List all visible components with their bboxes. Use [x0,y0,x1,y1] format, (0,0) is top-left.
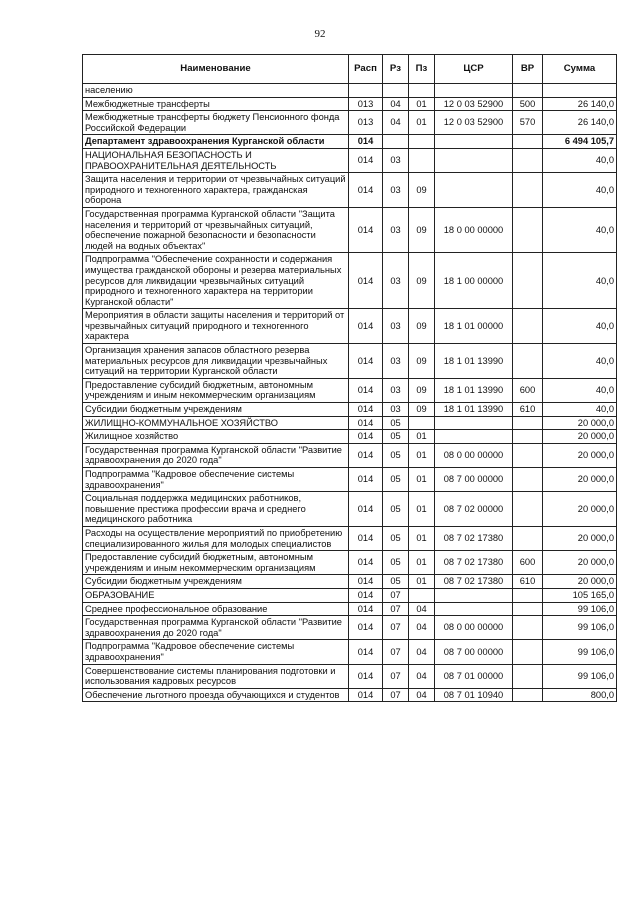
cell-rz: 03 [383,378,409,402]
table-row [83,344,617,379]
table-row [83,551,617,575]
cell-rasp: 014 [349,551,383,575]
cell-rasp: 013 [349,97,383,111]
cell-sum: 40,0 [543,378,617,402]
header-sum: Сумма [543,55,617,84]
cell-pz: 01 [409,443,435,467]
cell-sum: 105 165,0 [543,588,617,602]
cell-vr [513,602,543,616]
cell-rz: 03 [383,207,409,252]
cell-sum: 40,0 [543,253,617,309]
cell-vr [513,588,543,602]
cell-name: Подпрограмма "Кадровое обеспечение системы здравоохранения" [83,640,349,664]
cell-csr [435,148,513,172]
cell-pz [409,148,435,172]
table-row [83,253,617,309]
cell-name: Подпрограмма "Кадровое обеспечение системы здравоохранения" [83,468,349,492]
cell-vr: 610 [513,403,543,417]
cell-csr [435,84,513,98]
cell-name: Субсидии бюджетным учреждениям [83,575,349,589]
cell-name: Мероприятия в области защиты населения и территорий от чрезвычайных ситуаций природного и техногенного характера [83,309,349,344]
cell-pz [409,84,435,98]
cell-sum: 6 494 105,7 [543,135,617,149]
cell-vr: 600 [513,378,543,402]
cell-name: Расходы на осуществление мероприятий по приобретению специализированного жилья для молодых специалистов [83,526,349,550]
table-row [83,84,617,98]
cell-pz: 09 [409,344,435,379]
cell-sum: 40,0 [543,148,617,172]
cell-vr: 600 [513,551,543,575]
cell-name: населению [83,84,349,98]
cell-csr [435,588,513,602]
cell-pz: 04 [409,688,435,702]
table-row [83,416,617,430]
cell-rz: 03 [383,344,409,379]
cell-rz: 05 [383,430,409,444]
budget-table [82,54,617,702]
cell-sum: 20 000,0 [543,468,617,492]
cell-sum: 26 140,0 [543,97,617,111]
cell-name: Социальная поддержка медицинских работников, повышение престижа профессии врача и среднего медицинского работника [83,492,349,527]
cell-vr [513,84,543,98]
cell-name: ОБРАЗОВАНИЕ [83,588,349,602]
cell-vr [513,526,543,550]
header-vr: ВР [513,55,543,84]
cell-rasp: 014 [349,443,383,467]
table-row [83,430,617,444]
cell-sum: 20 000,0 [543,526,617,550]
cell-name: Государственная программа Курганской области "Развитие здравоохранения до 2020 года" [83,616,349,640]
cell-name: Подпрограмма "Обеспечение сохранности и содержания имущества гражданской обороны и резерва материальных ресурсов для ликвидации чрезвычайных ситуаций природного и техногенного характера на территории Курганской области" [83,253,349,309]
cell-rz: 07 [383,602,409,616]
cell-sum: 40,0 [543,207,617,252]
cell-sum: 20 000,0 [543,430,617,444]
cell-rz: 07 [383,588,409,602]
cell-sum: 20 000,0 [543,416,617,430]
cell-pz: 09 [409,378,435,402]
cell-rz [383,84,409,98]
cell-rz: 07 [383,664,409,688]
cell-rasp: 014 [349,688,383,702]
cell-rasp: 014 [349,309,383,344]
cell-rz: 07 [383,688,409,702]
cell-vr: 500 [513,97,543,111]
cell-rasp: 014 [349,602,383,616]
cell-csr: 08 7 01 00000 [435,664,513,688]
table-row [83,640,617,664]
cell-name: Субсидии бюджетным учреждениям [83,403,349,417]
cell-rasp: 014 [349,575,383,589]
cell-rasp: 013 [349,111,383,135]
cell-name: Организация хранения запасов областного резерва материальных ресурсов для ликвидации чрезвычайных ситуаций на территории Курганской области [83,344,349,379]
cell-vr [513,640,543,664]
cell-rz: 03 [383,309,409,344]
cell-rz: 05 [383,526,409,550]
cell-pz: 01 [409,526,435,550]
cell-pz: 09 [409,253,435,309]
cell-sum: 26 140,0 [543,111,617,135]
header-csr: ЦСР [435,55,513,84]
table-header-row [83,55,617,84]
cell-rasp: 014 [349,378,383,402]
cell-name: Предоставление субсидий бюджетным, автономным учреждениям и иным некоммерческим организациям [83,551,349,575]
cell-rz: 03 [383,403,409,417]
table-row [83,492,617,527]
table-row [83,378,617,402]
cell-rz: 07 [383,616,409,640]
cell-rasp: 014 [349,492,383,527]
cell-rasp: 014 [349,148,383,172]
cell-vr [513,344,543,379]
cell-vr [513,207,543,252]
table-row [83,468,617,492]
cell-vr [513,468,543,492]
table-row [83,148,617,172]
cell-vr [513,173,543,208]
cell-sum [543,84,617,98]
cell-rz: 03 [383,173,409,208]
cell-name: Жилищное хозяйство [83,430,349,444]
cell-vr: 610 [513,575,543,589]
cell-vr [513,309,543,344]
cell-rasp: 014 [349,430,383,444]
cell-csr: 18 1 01 13990 [435,344,513,379]
table-row [83,97,617,111]
cell-pz: 09 [409,309,435,344]
cell-pz: 04 [409,616,435,640]
cell-name: ЖИЛИЩНО-КОММУНАЛЬНОЕ ХОЗЯЙСТВО [83,416,349,430]
cell-name: Защита населения и территории от чрезвычайных ситуаций природного и техногенного характера, гражданская оборона [83,173,349,208]
cell-csr [435,135,513,149]
cell-rasp: 014 [349,526,383,550]
cell-rz: 07 [383,640,409,664]
cell-csr: 08 7 02 17380 [435,575,513,589]
cell-rz: 05 [383,443,409,467]
cell-rz [383,135,409,149]
cell-sum: 99 106,0 [543,602,617,616]
cell-vr [513,492,543,527]
cell-csr [435,430,513,444]
cell-pz: 01 [409,111,435,135]
cell-pz: 09 [409,207,435,252]
cell-vr [513,443,543,467]
header-rz: Рз [383,55,409,84]
cell-rasp: 014 [349,588,383,602]
cell-rasp: 014 [349,135,383,149]
cell-csr: 08 0 00 00000 [435,616,513,640]
cell-pz: 04 [409,640,435,664]
table-row [83,403,617,417]
cell-rasp: 014 [349,664,383,688]
cell-pz: 01 [409,551,435,575]
cell-rasp: 014 [349,253,383,309]
cell-csr: 08 7 02 17380 [435,551,513,575]
cell-csr: 08 7 00 00000 [435,640,513,664]
cell-name: Межбюджетные трансферты [83,97,349,111]
cell-pz [409,135,435,149]
cell-rz: 05 [383,551,409,575]
cell-sum: 40,0 [543,344,617,379]
page-number: 92 [314,28,326,40]
cell-vr [513,148,543,172]
cell-pz: 01 [409,468,435,492]
table-row [83,616,617,640]
cell-sum: 99 106,0 [543,664,617,688]
cell-rz: 04 [383,97,409,111]
table-row [83,135,617,149]
cell-sum: 99 106,0 [543,640,617,664]
header-pz: Пз [409,55,435,84]
cell-csr: 18 1 01 13990 [435,403,513,417]
cell-csr: 08 7 01 10940 [435,688,513,702]
cell-sum: 40,0 [543,173,617,208]
cell-pz [409,588,435,602]
cell-rz: 05 [383,575,409,589]
cell-name: Департамент здравоохранения Курганской области [83,135,349,149]
cell-name: Государственная программа Курганской области "Развитие здравоохранения до 2020 года" [83,443,349,467]
cell-rz: 05 [383,468,409,492]
cell-vr [513,688,543,702]
cell-rz: 04 [383,111,409,135]
cell-vr [513,430,543,444]
cell-pz: 01 [409,97,435,111]
cell-rasp [349,84,383,98]
cell-pz: 01 [409,430,435,444]
cell-vr [513,253,543,309]
cell-sum: 40,0 [543,309,617,344]
cell-csr [435,602,513,616]
cell-sum: 20 000,0 [543,551,617,575]
cell-rasp: 014 [349,616,383,640]
table-row [83,173,617,208]
cell-csr: 12 0 03 52900 [435,97,513,111]
header-rasp: Расп [349,55,383,84]
cell-vr [513,416,543,430]
cell-rz: 03 [383,148,409,172]
cell-sum: 20 000,0 [543,492,617,527]
cell-rz: 05 [383,416,409,430]
table-row [83,602,617,616]
cell-csr: 08 7 02 00000 [435,492,513,527]
cell-sum: 20 000,0 [543,443,617,467]
cell-pz: 04 [409,602,435,616]
cell-rz: 03 [383,253,409,309]
cell-rasp: 014 [349,344,383,379]
cell-name: Совершенствование системы планирования подготовки и использования кадровых ресурсов [83,664,349,688]
cell-csr: 18 1 01 13990 [435,378,513,402]
table-row [83,526,617,550]
cell-name: Межбюджетные трансферты бюджету Пенсионного фонда Российской Федерации [83,111,349,135]
table-row [83,443,617,467]
cell-vr [513,664,543,688]
cell-sum: 20 000,0 [543,575,617,589]
table-row [83,111,617,135]
cell-csr: 12 0 03 52900 [435,111,513,135]
cell-rz: 05 [383,492,409,527]
cell-csr: 18 0 00 00000 [435,207,513,252]
cell-sum: 800,0 [543,688,617,702]
cell-vr: 570 [513,111,543,135]
cell-pz: 01 [409,575,435,589]
table-row [83,575,617,589]
cell-rasp: 014 [349,640,383,664]
cell-sum: 99 106,0 [543,616,617,640]
cell-name: Среднее профессиональное образование [83,602,349,616]
cell-rasp: 014 [349,173,383,208]
cell-rasp: 014 [349,416,383,430]
cell-csr: 18 1 00 00000 [435,253,513,309]
table-row [83,588,617,602]
cell-pz: 09 [409,173,435,208]
cell-csr: 18 1 01 00000 [435,309,513,344]
cell-rasp: 014 [349,403,383,417]
cell-pz: 09 [409,403,435,417]
cell-rasp: 014 [349,207,383,252]
table-row [83,207,617,252]
cell-pz: 01 [409,492,435,527]
table-row [83,309,617,344]
cell-csr [435,173,513,208]
cell-name: Государственная программа Курганской области "Защита населения и территорий от чрезвычайных ситуаций, обеспечение пожарной безопасности и безопасности людей на водных объектах" [83,207,349,252]
cell-csr: 08 7 02 17380 [435,526,513,550]
cell-csr: 08 0 00 00000 [435,443,513,467]
cell-vr [513,135,543,149]
cell-pz: 04 [409,664,435,688]
table-row [83,664,617,688]
header-name: Наименование [83,55,349,84]
table-row [83,688,617,702]
table-body [83,84,617,702]
cell-vr [513,616,543,640]
cell-name: Предоставление субсидий бюджетным, автономным учреждениям и иным некоммерческим организациям [83,378,349,402]
cell-rasp: 014 [349,468,383,492]
cell-name: НАЦИОНАЛЬНАЯ БЕЗОПАСНОСТЬ И ПРАВООХРАНИТЕЛЬНАЯ ДЕЯТЕЛЬНОСТЬ [83,148,349,172]
cell-pz [409,416,435,430]
cell-csr: 08 7 00 00000 [435,468,513,492]
cell-csr [435,416,513,430]
cell-sum: 40,0 [543,403,617,417]
cell-name: Обеспечение льготного проезда обучающихся и студентов [83,688,349,702]
